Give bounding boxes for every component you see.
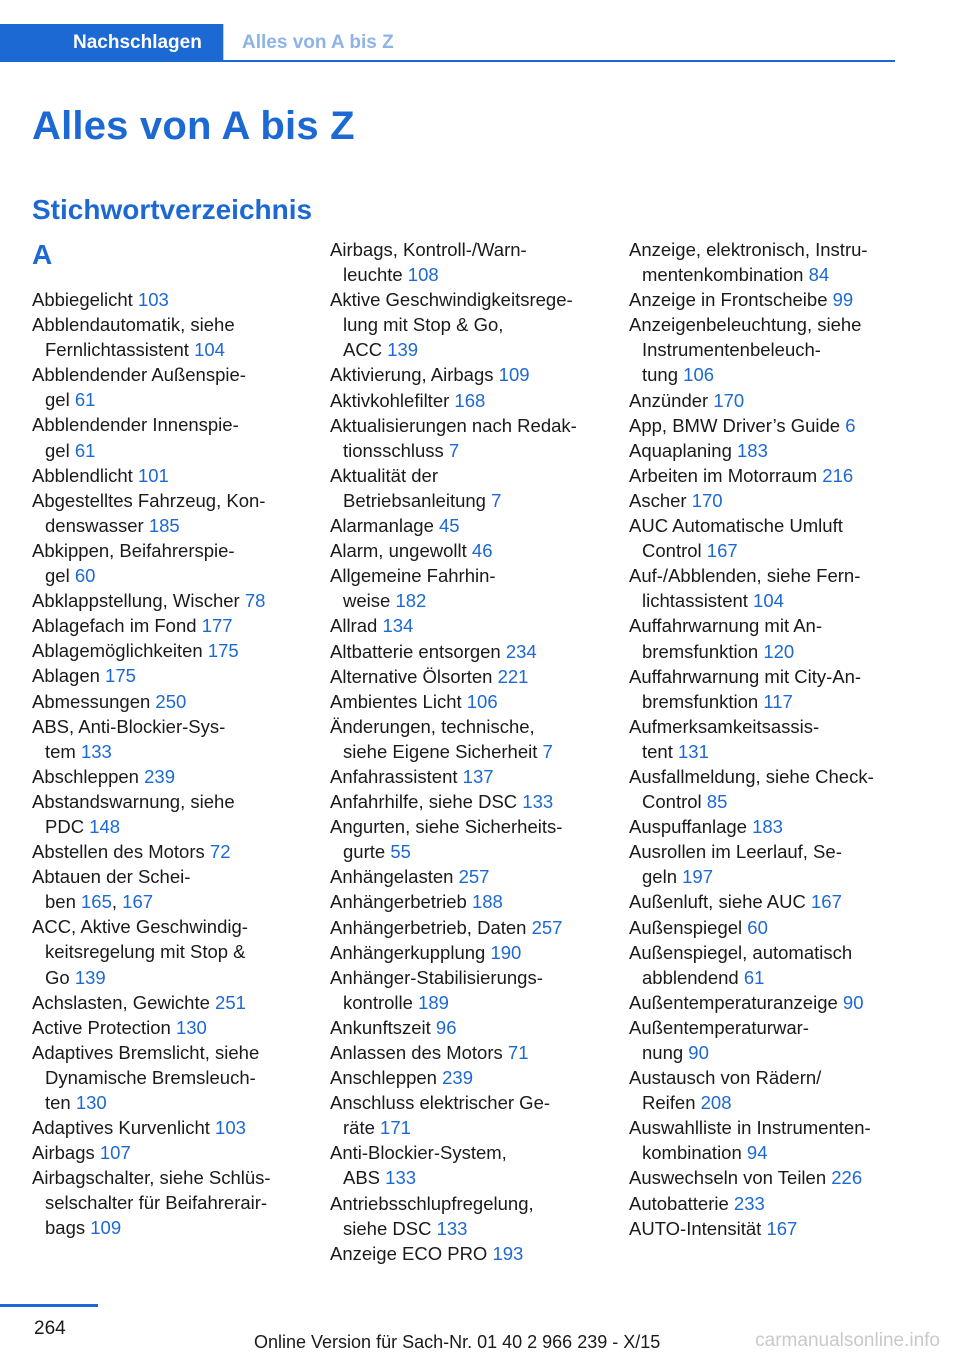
index-entry <box>629 839 897 889</box>
index-entry-text: keitsregelung mit Stop & <box>45 941 246 963</box>
page-reference-link[interactable]: 175 <box>105 665 136 687</box>
index-entry-text: Achslasten, Gewichte <box>32 991 210 1013</box>
index-entry <box>629 237 897 287</box>
index-entry <box>330 664 598 689</box>
index-entry <box>330 1140 598 1190</box>
index-entry <box>330 714 598 764</box>
index-entry-text: Ascher <box>629 489 687 511</box>
index-entry-text: Control <box>642 791 702 813</box>
index-entry <box>32 990 300 1015</box>
index-entry-text: ABS, Anti-Blockier-Sys- <box>32 715 226 737</box>
page-reference-link[interactable]: 190 <box>490 941 522 963</box>
index-entry-text: Abschleppen <box>32 765 139 787</box>
page-reference-link[interactable]: 170 <box>691 489 723 511</box>
index-entry <box>629 438 897 463</box>
index-letter: A <box>32 239 53 270</box>
index-entry <box>330 864 598 889</box>
index-entry-text: Ausrollen im Leerlauf, Se- <box>629 841 842 863</box>
page-reference-link[interactable]: 61 <box>74 439 96 461</box>
index-entry <box>32 1140 300 1165</box>
page-reference-link[interactable]: 221 <box>497 665 529 687</box>
page-reference-link[interactable]: 216 <box>822 464 854 486</box>
index-entry-text: Anhängerbetrieb, Daten <box>330 916 527 938</box>
index-entry <box>32 663 300 688</box>
index-entry-text: Airbagschalter, siehe Schlüs- <box>32 1167 271 1189</box>
index-entry <box>629 940 897 990</box>
page-reference-link[interactable]: 183 <box>752 816 783 838</box>
index-entry-text: Adaptives Bremslicht, siehe <box>32 1041 260 1063</box>
page-reference-link[interactable]: 99 <box>832 289 854 311</box>
page-reference-link[interactable]: 168 <box>454 389 486 411</box>
page-reference-link[interactable]: 165 <box>81 891 112 913</box>
index-entry <box>32 689 300 714</box>
index-entry-text: Aktivkohlefilter <box>330 389 450 411</box>
page-reference-link[interactable]: 167 <box>122 891 154 913</box>
index-entry <box>629 889 897 914</box>
index-entry-text: Airbags <box>32 1142 95 1164</box>
index-entry <box>32 1165 300 1240</box>
index-entry <box>330 513 598 538</box>
index-entry <box>32 588 300 613</box>
index-entry-text: Austausch von Rädern/ <box>629 1067 822 1089</box>
tab-current-label[interactable]: Alles von A bis Z <box>242 32 394 53</box>
page-reference-link[interactable]: 250 <box>155 690 187 712</box>
index-entry-text: Control <box>642 540 702 562</box>
index-entry-text: Ablagemöglichkeiten <box>32 640 203 662</box>
index-entry-text: Anhängelasten <box>330 866 454 888</box>
page-reference-link[interactable]: 46 <box>471 540 493 562</box>
index-entry-text: Abgestelltes Fahrzeug, Kon- <box>32 489 266 511</box>
index-entry-text: Anzeige, elektronisch, Instru- <box>629 239 868 260</box>
index-entry-text: geln <box>642 866 677 888</box>
index-entry-text: AUTO-Intensität <box>629 1217 762 1239</box>
page-reference-link[interactable]: 257 <box>458 866 490 888</box>
index-entry <box>330 1191 598 1241</box>
page-reference-link[interactable]: 109 <box>498 364 530 386</box>
page-reference-link[interactable]: 104 <box>194 339 225 361</box>
index-entry <box>330 287 598 362</box>
watermark: carmanualsonline.info <box>755 1330 940 1351</box>
index-entry-text: Auspuffanlage <box>629 816 747 838</box>
page-reference-link[interactable]: 106 <box>683 364 715 386</box>
index-column-1 <box>32 237 300 1241</box>
index-entry-text: Aktualität der <box>330 464 438 486</box>
index-entry-text: Auffahrwarnung mit An- <box>629 615 822 637</box>
index-entry <box>629 1165 897 1190</box>
page-reference-link[interactable]: 103 <box>215 1117 246 1139</box>
index-entry-text: Aktualisierungen nach Redak- <box>330 414 577 436</box>
index-entry-text: bremsfunktion <box>642 690 759 712</box>
tab-nachschlagen-label: Nachschlagen <box>73 32 202 53</box>
index-entry <box>330 237 598 287</box>
index-entry-text: leuchte <box>343 264 403 286</box>
index-entry-text: Aktivierung, Airbags <box>330 364 494 386</box>
index-entry-text: Auswechseln von Teilen <box>629 1167 827 1189</box>
index-entry-text: Außenluft, siehe AUC <box>629 891 806 913</box>
index-entry-text: denswasser <box>45 514 144 536</box>
index-entry-text: Alarm, ungewollt <box>330 540 467 562</box>
index-entry-text: ACC <box>343 339 383 361</box>
page-reference-link[interactable]: 182 <box>395 590 427 612</box>
index-entry-text: PDC <box>45 815 85 837</box>
index-entry-text: Ankunftszeit <box>330 1016 431 1038</box>
index-entry <box>330 413 598 463</box>
page-reference-link[interactable]: 183 <box>737 439 768 461</box>
page-reference-link[interactable]: 167 <box>811 891 842 913</box>
index-entry-text: Ablagefach im Fond <box>32 615 197 637</box>
page-reference-link[interactable]: 94 <box>746 1142 768 1164</box>
index-entry <box>330 764 598 789</box>
index-entry-text: Außentemperaturanzeige <box>629 991 838 1013</box>
index-entry <box>629 613 897 663</box>
page-reference-link[interactable]: 188 <box>471 891 503 913</box>
page-reference-link[interactable]: 134 <box>382 615 414 637</box>
index-entry <box>629 388 897 413</box>
page-reference-link[interactable]: 137 <box>462 765 494 787</box>
index-entry <box>32 714 300 764</box>
index-entry <box>330 889 598 914</box>
index-entry-text: bags <box>45 1217 86 1239</box>
index-entry-text: Go <box>45 966 70 988</box>
page-reference-link[interactable]: 7 <box>491 489 502 511</box>
index-entry-text: bremsfunktion <box>642 640 759 662</box>
index-entry-text: App, BMW Driver’s Guide <box>629 414 841 436</box>
online-version-note: Online Version für Sach-Nr. 01 40 2 966 239 - X/15 <box>254 1332 661 1352</box>
index-entry <box>629 488 897 513</box>
page-reference-link[interactable]: 96 <box>435 1016 457 1038</box>
index-entry <box>32 1015 300 1040</box>
page-reference-link[interactable]: 208 <box>700 1092 732 1114</box>
index-entry-text: nung <box>642 1042 684 1063</box>
index-entry <box>32 789 300 839</box>
index-entry <box>330 388 598 413</box>
page-reference-link[interactable]: 193 <box>492 1242 524 1264</box>
index-entry-text: Anlassen des Motors <box>330 1042 503 1063</box>
page-reference-link[interactable]: 104 <box>753 590 784 612</box>
index-entry-text: tent <box>642 740 673 762</box>
index-entry <box>32 613 300 638</box>
index-entry-text: Auf-/Abblenden, siehe Fern- <box>629 565 861 587</box>
index-entry-text: Autobatterie <box>629 1192 729 1214</box>
index-entry-text: Außenspiegel <box>629 916 743 938</box>
header-bar <box>0 24 895 62</box>
page-reference-link[interactable]: 139 <box>74 966 106 988</box>
page-reference-link[interactable]: 233 <box>733 1192 765 1214</box>
index-entry-text: ten <box>45 1092 71 1113</box>
footer-accent-bar <box>0 1304 98 1307</box>
page-reference-link[interactable]: 239 <box>442 1067 473 1089</box>
index-entry <box>629 1115 897 1165</box>
index-entry-text: Anschleppen <box>330 1067 437 1089</box>
index-entry-text: Antriebsschlupfregelung, <box>330 1192 534 1214</box>
index-entry-text: gel <box>45 389 70 411</box>
index-entry-text: Fernlichtassistent <box>45 339 189 361</box>
page-reference-link[interactable]: 7 <box>448 439 460 461</box>
page-reference-link[interactable]: 177 <box>201 615 233 637</box>
index-entry-text: tung <box>642 364 679 386</box>
index-entry <box>330 814 598 864</box>
index-entry-text: Airbags, Kontroll-/Warn- <box>330 239 527 260</box>
page-reference-link[interactable]: 6 <box>845 414 856 436</box>
index-entry-text: Abblendender Innenspie- <box>32 414 239 436</box>
index-entry-text: Allgemeine Fahrhin- <box>330 565 496 587</box>
page-reference-link[interactable]: 167 <box>706 540 738 562</box>
index-entry <box>32 914 300 989</box>
index-entry <box>629 915 897 940</box>
index-entry-text: ACC, Aktive Geschwindig- <box>32 916 248 938</box>
index-entry-text: ABS <box>343 1167 381 1189</box>
index-entry <box>32 412 300 462</box>
index-entry <box>32 839 300 864</box>
index-entry-text: mentenkombination <box>642 264 804 286</box>
index-entry <box>32 362 300 412</box>
index-entry-text: Aufmerksamkeitsassis- <box>629 715 820 737</box>
index-entry-text: kontrolle <box>343 991 413 1013</box>
index-entry <box>32 1040 300 1115</box>
index-entry <box>629 563 897 613</box>
index-entry <box>330 689 598 714</box>
index-entry-text: tionsschluss <box>343 439 444 461</box>
tab-divider <box>223 24 224 62</box>
index-entries <box>330 237 598 1266</box>
page-reference-link[interactable]: 239 <box>144 765 175 787</box>
index-entry <box>629 513 897 563</box>
index-entry-text: Abstandswarnung, siehe <box>32 790 235 812</box>
index-entry-text: Abblendlicht <box>32 464 133 486</box>
index-entry <box>330 538 598 563</box>
index-entry-text: weise <box>343 590 391 612</box>
page-reference-link[interactable]: 78 <box>244 590 266 612</box>
index-entry-text: Reifen <box>642 1092 696 1114</box>
index-entry <box>330 1090 598 1140</box>
index-entry <box>32 312 300 362</box>
page-reference-link[interactable]: 109 <box>90 1217 122 1239</box>
index-entry-text: Auswahlliste in Instrumenten- <box>629 1117 871 1139</box>
index-entry-text: siehe Eigene Sicherheit <box>343 740 538 762</box>
index-entry-text: Abblendautomatik, siehe <box>32 314 235 336</box>
index-entry-text: Ablagen <box>32 665 100 687</box>
page-title: Alles von A bis Z <box>32 104 355 148</box>
page-reference-link[interactable]: 60 <box>74 565 96 587</box>
index-entry-text: Betriebsanleitung <box>343 489 486 511</box>
page-reference-link[interactable]: 101 <box>137 464 169 486</box>
index-column-2 <box>330 237 598 1266</box>
page-reference-link[interactable]: 226 <box>831 1167 863 1189</box>
index-entry <box>629 714 897 764</box>
index-entry-text: tem <box>45 740 76 762</box>
index-entry-text: Abtauen der Schei- <box>32 866 191 888</box>
index-entry-text: Abmessungen <box>32 690 151 712</box>
index-entry <box>330 789 598 814</box>
index-entry-text: Alternative Ölsorten <box>330 665 493 687</box>
index-entry <box>629 1015 897 1065</box>
index-entry-text: lung mit Stop & Go, <box>343 314 504 336</box>
index-entry <box>32 287 300 312</box>
page-reference-link[interactable]: 108 <box>407 264 439 286</box>
index-entry-text: Ausfallmeldung, siehe Check- <box>629 765 874 787</box>
index-entry <box>629 1191 897 1216</box>
page-reference-link[interactable]: 72 <box>209 841 231 863</box>
index-entry-text: Anfahrhilfe, siehe DSC <box>330 791 518 813</box>
index-entry-text: Abstellen des Motors <box>32 841 205 863</box>
index-entry-text: Abblendender Außenspie- <box>32 364 246 386</box>
page-reference-link[interactable]: 55 <box>390 841 411 863</box>
index-entry-text: Anfahrassistent <box>330 765 458 787</box>
page-reference-link[interactable]: 251 <box>215 991 246 1013</box>
index-entry <box>629 814 897 839</box>
page-reference-link[interactable]: 90 <box>688 1042 709 1063</box>
page-reference-link[interactable]: 133 <box>385 1167 417 1189</box>
page-reference-link[interactable]: 45 <box>439 515 460 537</box>
page-reference-link[interactable]: 71 <box>507 1042 529 1063</box>
page-reference-link[interactable]: 90 <box>842 991 864 1013</box>
index-entry-text: Außentemperaturwar- <box>629 1016 809 1038</box>
index-entry <box>330 1241 598 1266</box>
index-entry-text: gurte <box>343 841 386 863</box>
index-entry-text: Außenspiegel, automatisch <box>629 941 853 963</box>
page-number: 264 <box>34 1318 66 1339</box>
index-entry-text: Anzeige ECO PRO <box>330 1242 488 1264</box>
index-entry <box>330 563 598 613</box>
index-entry-text: Ambientes Licht <box>330 690 462 712</box>
page-reference-link[interactable]: 130 <box>75 1092 107 1113</box>
index-entry <box>32 488 300 538</box>
index-entry-text: Alarmanlage <box>330 515 434 537</box>
index-entries <box>32 287 300 1241</box>
index-entries <box>629 237 897 1241</box>
header-rule <box>0 60 895 62</box>
index-entry-text: Abbiegelicht <box>32 289 133 310</box>
page-reference-link[interactable]: 171 <box>380 1117 411 1139</box>
page-reference-link[interactable]: 107 <box>99 1142 131 1164</box>
page-reference-link[interactable]: 117 <box>763 690 793 712</box>
index-entry-text: Anti-Blockier-System, <box>330 1142 507 1164</box>
index-entry <box>330 1040 598 1065</box>
index-entry <box>330 362 598 387</box>
index-entry-text: selschalter für Beifahrerair- <box>45 1192 268 1214</box>
index-entry-text: lichtassistent <box>642 590 748 612</box>
page-reference-link[interactable]: 106 <box>466 690 498 712</box>
index-entry-text: Anzeigenbeleuchtung, siehe <box>629 314 862 336</box>
index-entry <box>330 613 598 638</box>
index-entry <box>32 638 300 663</box>
page-reference-link[interactable]: 189 <box>418 991 449 1013</box>
index-entry-text: Arbeiten im Motorraum <box>629 464 818 486</box>
index-entry-text: Abklappstellung, Wischer <box>32 590 240 612</box>
index-entry <box>629 990 897 1015</box>
page-reference-link[interactable]: 61 <box>743 966 765 988</box>
index-entry-text: Anhängerbetrieb <box>330 891 467 913</box>
index-entry <box>629 463 897 488</box>
index-entry <box>32 463 300 488</box>
index-entry-text: siehe DSC <box>343 1217 432 1239</box>
tab-nachschlagen[interactable] <box>0 24 223 62</box>
index-entry <box>330 965 598 1015</box>
index-entry <box>330 639 598 664</box>
page-reference-link[interactable]: 7 <box>542 740 553 762</box>
page-reference-link[interactable]: 84 <box>808 264 830 286</box>
index-entry <box>330 1015 598 1040</box>
page-reference-link[interactable]: 103 <box>137 289 169 310</box>
page-reference-link[interactable]: 133 <box>80 740 112 762</box>
index-entry-text: abblendend <box>642 966 739 988</box>
index-entry-text: Instrumentenbeleuch- <box>642 339 821 361</box>
index-entry-text: AUC Automatische Umluft <box>629 515 843 537</box>
index-entry-text: Auffahrwarnung mit City-An- <box>629 665 862 687</box>
index-entry <box>629 1216 897 1241</box>
index-entry <box>629 312 897 387</box>
index-entry-text: Aquaplaning <box>629 439 732 461</box>
page-reference-link[interactable]: 61 <box>74 389 96 411</box>
index-entry-text: ben <box>45 891 76 913</box>
index-entry-text: Altbatterie entsorgen <box>330 640 501 662</box>
page-reference-link[interactable]: 175 <box>207 640 239 662</box>
page-reference-link[interactable]: 131 <box>678 740 709 762</box>
index-entry <box>32 764 300 789</box>
index-entry-text: Allrad <box>330 615 378 637</box>
index-entry <box>330 940 598 965</box>
page-reference-link[interactable]: 167 <box>766 1217 798 1239</box>
index-entry <box>330 915 598 940</box>
index-entry <box>629 287 897 312</box>
page-reference-link[interactable]: 133 <box>522 791 554 813</box>
index-entry: Abtauen der Schei- ben 165, 167 <box>32 866 191 913</box>
index-entry <box>629 764 897 814</box>
page-reference-link[interactable]: 120 <box>763 640 795 662</box>
page-reference-link[interactable]: 139 <box>387 339 419 361</box>
page-reference-link[interactable]: 60 <box>747 916 768 938</box>
index-entry-text: Anhängerkupplung <box>330 941 486 963</box>
index-column-3 <box>629 237 897 1241</box>
page-reference-link[interactable]: 130 <box>175 1016 207 1038</box>
index-entry-text: Anhänger-Stabilisierungs- <box>330 966 543 988</box>
page-reference-link[interactable]: 148 <box>89 815 121 837</box>
index-entry-text: kombination <box>642 1142 742 1164</box>
index-entry-text: gel <box>45 565 70 587</box>
index-entry-text: gel <box>45 439 70 461</box>
page-reference-link[interactable]: 185 <box>148 514 180 536</box>
index-entry-text: Active Protection <box>32 1016 171 1038</box>
index-entry <box>32 1115 300 1140</box>
index-entry-text: Anzeige in Frontscheibe <box>629 289 828 311</box>
page-reference-link[interactable]: 257 <box>531 916 563 938</box>
index-entry <box>629 413 897 438</box>
index-entry-text: Anschluss elektrischer Ge- <box>330 1092 551 1114</box>
page-reference-link[interactable]: 85 <box>706 791 728 813</box>
page-reference-link[interactable]: 170 <box>713 389 745 411</box>
index-entry-text: Anzünder <box>629 389 709 411</box>
index-entry <box>32 538 300 588</box>
index-entry-text: Abkippen, Beifahrerspie- <box>32 539 235 561</box>
page-reference-link[interactable]: 197 <box>682 866 713 888</box>
index-entry-text: Änderungen, technische, <box>330 715 535 737</box>
index-entry-text: Aktive Geschwindigkeitsrege- <box>330 289 573 311</box>
index-entry-text: Angurten, siehe Sicherheits- <box>330 816 563 838</box>
index-entry <box>629 1065 897 1115</box>
index-entry-text: Adaptives Kurvenlicht <box>32 1117 210 1139</box>
section-title: Stichwortverzeichnis <box>32 194 313 225</box>
index-entry-text: räte <box>343 1117 375 1139</box>
index-entry-text: Dynamische Bremsleuch- <box>45 1066 256 1088</box>
index-entry <box>330 463 598 513</box>
index-entry <box>629 664 897 714</box>
page-reference-link[interactable]: 133 <box>436 1217 468 1239</box>
page-reference-link[interactable]: 234 <box>505 640 537 662</box>
index-entry <box>330 1065 598 1090</box>
